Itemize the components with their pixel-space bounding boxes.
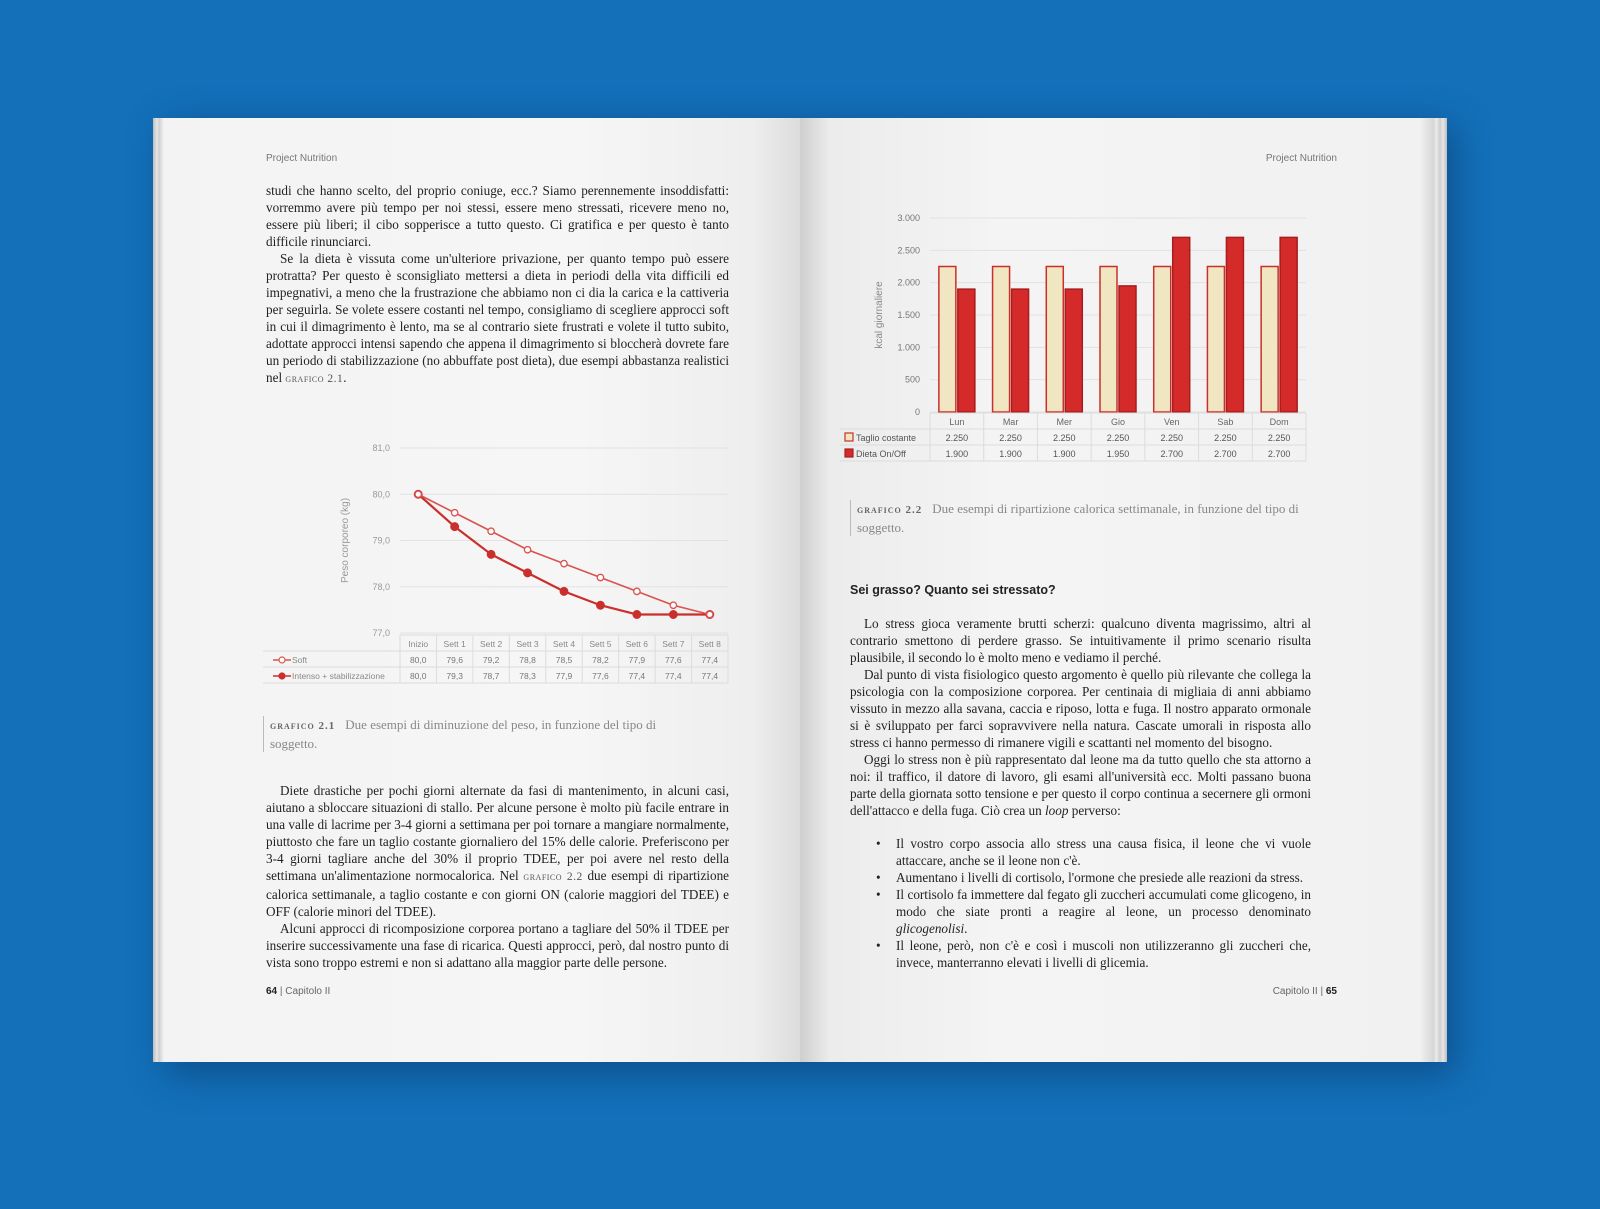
page-edge — [153, 118, 163, 1062]
data-label: 79,6 — [446, 655, 463, 665]
body-text-bottom — [266, 782, 729, 971]
calorie-bar-chart — [840, 206, 1310, 466]
y-tick-label: 3.000 — [897, 213, 920, 223]
weight-loss-line-chart — [263, 428, 733, 693]
data-label: 2.250 — [1267, 433, 1291, 443]
y-tick-label: 1.000 — [897, 342, 920, 353]
x-tick-label: Sab — [1217, 417, 1234, 427]
data-label: 2.250 — [1160, 433, 1183, 443]
footer-chapter: Capitolo II | — [1272, 986, 1324, 997]
x-tick-label: Lun — [949, 417, 965, 427]
data-label: 78,2 — [592, 655, 609, 665]
legend-marker — [279, 673, 285, 679]
paragraph: studi che hanno scelto, del proprio coniuge, ecc.? Siamo perennemente insoddisfatti: vorremmo avere più tempo per noi stessi, essere meno stressati, ricevere meno no, essere più liberi; il cibo sopperisce a tutto questo. Ci gratifica e per questo è tanto difficile rinunciarci. — [266, 183, 729, 249]
footer-chapter: | Capitolo II — [279, 986, 331, 997]
bar — [1065, 289, 1082, 412]
paragraph: Lo stress gioca veramente brutti scherzi: qualcuno diventa magrissimo, altri al contrario smettono di perdere grasso. Se intuitivamente il primo scenario risulta plausibile, il secondo lo è molto meno e vediamo il perché. — [850, 616, 1311, 665]
list-item: • Aumentano i livelli di cortisolo, l'ormone che presiede alle reazioni da stress. — [850, 869, 1311, 886]
figure-reference: grafico 2.2 — [523, 871, 583, 883]
data-label: 2.250 — [1053, 433, 1076, 443]
caption-label: grafico 2.2 — [857, 504, 923, 516]
data-point — [524, 569, 532, 577]
figure-reference: grafico 2.1 — [285, 373, 344, 385]
y-tick-label: 1.500 — [897, 310, 920, 320]
x-tick-label: Gio — [1110, 417, 1126, 427]
list-item: • Il vostro corpo associa allo stress una causa fisica, il leone che vi vuole attaccare, anche se il leone non c'è. — [850, 835, 1311, 869]
y-tick-label: 2.000 — [897, 277, 920, 288]
legend-label: Soft — [292, 655, 308, 665]
data-label: 79,2 — [482, 655, 500, 665]
series-line — [418, 494, 710, 614]
x-tick-label: Sett 3 — [516, 639, 539, 649]
bar — [1100, 267, 1117, 413]
x-tick-label: Sett 5 — [589, 639, 612, 649]
data-point — [488, 528, 494, 534]
data-point — [560, 588, 568, 596]
running-head-right: Project Nutrition — [1265, 153, 1337, 164]
data-label: 77,9 — [555, 671, 573, 681]
y-tick-label: 79,0 — [372, 535, 390, 546]
data-label: 77,4 — [701, 655, 719, 665]
y-tick-label: 77,0 — [372, 628, 390, 638]
x-tick-label: Sett 1 — [443, 639, 466, 649]
data-label: 2.250 — [1106, 433, 1130, 443]
bar — [1012, 289, 1029, 412]
data-point — [670, 602, 676, 608]
bar — [1261, 267, 1278, 413]
y-tick-label: 500 — [904, 374, 920, 385]
data-point — [633, 611, 641, 619]
data-label: 79,3 — [446, 671, 463, 681]
bar — [1207, 267, 1224, 413]
data-label: 2.700 — [1160, 449, 1183, 459]
x-tick-label: Sett 7 — [662, 639, 685, 649]
left-page — [153, 118, 800, 1062]
x-tick-label: Mar — [1002, 417, 1019, 427]
caption-text: Due esempi di ripartizione calorica settimanale, in funzione del tipo di soggetto. — [857, 501, 1299, 535]
y-tick-label: 78,0 — [372, 581, 390, 592]
legend-marker — [845, 433, 853, 441]
data-label: 77,4 — [665, 671, 682, 681]
bar — [1226, 237, 1243, 412]
data-point — [634, 588, 640, 594]
legend-label: Intenso + stabilizzazione — [292, 671, 385, 681]
y-tick-label: 0 — [914, 407, 920, 417]
x-tick-label: Sett 4 — [552, 639, 576, 649]
data-point — [415, 491, 421, 497]
data-label: 1.900 — [1053, 449, 1076, 459]
footer-left — [266, 986, 330, 997]
section-heading: Sei grasso? Quanto sei stressato? — [850, 583, 1056, 597]
data-point — [561, 560, 567, 566]
figure-caption-2-2 — [850, 500, 1305, 536]
data-point — [597, 601, 605, 609]
data-point — [524, 547, 530, 553]
bar — [958, 289, 975, 412]
data-point — [451, 523, 459, 531]
data-label: 77,4 — [628, 671, 646, 681]
body-text-top — [266, 182, 729, 388]
figure-caption-2-1 — [263, 716, 683, 752]
x-tick-label: Ven — [1163, 417, 1180, 427]
bar — [1280, 237, 1297, 412]
bar — [993, 267, 1010, 413]
caption-text: Due esempi di diminuzione del peso, in funzione del tipo di soggetto. — [270, 717, 657, 751]
data-label: 2.250 — [999, 433, 1022, 443]
y-tick-label: 2.500 — [897, 245, 920, 256]
data-label: 77,4 — [701, 671, 719, 681]
body-text-right — [850, 615, 1311, 971]
data-point — [597, 574, 603, 580]
bar — [1119, 286, 1136, 412]
open-book — [153, 118, 1447, 1062]
paragraph: Dal punto di vista fisiologico questo argomento è quello più rilevante che collega la psicologia con la composizione corporea. Per centinaia di migliaia di anni abbiamo vissuto in mezzo alla savana, caccia e riposo, lotta e fuga. Il nostro apparato ormonale si è sviluppato per farci sopravvivere nella natura. Cascate umorali in risposta allo stress ci hanno permesso di rimanere vigili e scattanti nel momento del bisogno. — [850, 667, 1311, 750]
data-label: 1.900 — [945, 449, 969, 459]
x-tick-label: Inizio — [408, 639, 429, 649]
data-label: 78,8 — [519, 655, 536, 665]
paragraph: Se la dieta è vissuta come un'ulteriore privazione, per quanto tempo può essere protratta? Per questo è sconsigliato mettersi a dieta in periodi della vita difficili ed impegnativi, a meno che la frustrazione che abbiamo non ci dia la carica e la cattiveria per seguirla. Se volete essere costanti nel tempo, consigliamo di scegliere approcci soft in cui il dimagrimento è lento, ma se al contrario siete frustrati e volete il tutto subito, adottate approcci intensi sapendo che appena il dimagrimento si bloccherà dovrete fare un periodo di stabilizzazione (no abbuffate post dieta), due esempi abbastanza realistici nel grafico 2.1. — [266, 251, 729, 385]
data-label: 2.700 — [1214, 449, 1237, 459]
legend-label: Dieta On/Off — [856, 449, 906, 459]
data-point — [487, 551, 495, 559]
footer-right — [1273, 986, 1337, 997]
x-tick-label: Sett 2 — [480, 639, 503, 649]
data-point — [670, 611, 678, 619]
data-label: 77,6 — [665, 655, 682, 665]
x-tick-label: Sett 8 — [698, 639, 721, 649]
y-tick-label: 80,0 — [372, 489, 390, 500]
list-item: • Il cortisolo fa immettere dal fegato gli zuccheri accumulati come glicogeno, in modo che siate pronti a reagire al leone, un processo denominato glicogenolisi. — [850, 886, 1311, 937]
data-point — [451, 510, 457, 516]
page-number: 64 — [266, 986, 278, 997]
bar — [1173, 237, 1190, 412]
data-label: 80,0 — [409, 671, 427, 681]
data-point — [707, 611, 713, 617]
paragraph: Alcuni approcci di ricomposizione corporea portano a tagliare del 50% il TDEE per inserire successivamente una fase di ricarica. Questi approcci, però, dal nostro punto di vista sono troppo estremi e non si adattano alla maggior parte delle persone. — [266, 921, 729, 970]
x-tick-label: Mer — [1056, 417, 1073, 427]
list-item: • Il leone, però, non c'è e così i muscoli non utilizzeranno gli zuccheri che, invece, manterranno elevati i livelli di glicemia. — [850, 937, 1311, 971]
data-label: 80,0 — [409, 655, 427, 665]
legend-marker — [845, 449, 853, 457]
data-label: 1.950 — [1106, 449, 1130, 459]
y-axis-label: kcal giornaliere — [874, 281, 885, 349]
data-label: 77,9 — [628, 655, 646, 665]
x-tick-label: Sett 6 — [625, 639, 648, 649]
paragraph: Oggi lo stress non è più rappresentato dal leone ma da tutto quello che sta attorno a noi: il traffico, il datore di lavoro, gli esami all'università ecc. Molti passano buona parte della giornata sotto tensione e per questo il corpo continua a secernere gli ormoni dell'attacco e della fuga. Ciò crea un loop perverso: — [850, 752, 1311, 818]
page-number: 65 — [1325, 986, 1337, 997]
data-label: 77,6 — [592, 671, 609, 681]
data-label: 78,7 — [482, 671, 500, 681]
x-tick-label: Dom — [1269, 417, 1289, 427]
data-label: 2.250 — [1214, 433, 1237, 443]
paragraph: Diete drastiche per pochi giorni alternate da fasi di mantenimento, in alcuni casi, aiutano a sbloccare situazioni di stallo. Per alcune persone è molto più facile entrare in una valle di lacrime per 3-4 giorni a settimana per poi tornare a mangiare normalmente, piuttosto che fare un taglio costante giornaliero del 15% delle calorie. Preferiscono per 3-4 giorni tagliare anche del 30% il proprio TDEE, per poi avere nel resto della settimana un'alimentazione normocalorica. Nel grafico 2.2 due esempi di ripartizione calorica settimanale, a taglio costante e con giorni ON (calorie maggiori del TDEE) e OFF (calorie minori del TDEE). — [266, 783, 730, 919]
caption-label: grafico 2.1 — [270, 720, 336, 732]
bar — [1154, 267, 1171, 413]
legend-marker — [279, 657, 285, 663]
bar — [939, 267, 956, 413]
running-head-left: Project Nutrition — [266, 153, 338, 164]
y-tick-label: 81,0 — [372, 443, 390, 453]
right-page — [800, 118, 1447, 1062]
data-label: 1.900 — [999, 449, 1022, 459]
bar — [1046, 267, 1063, 413]
data-label: 78,5 — [555, 655, 573, 665]
y-axis-label: Peso corporeo (kg) — [340, 497, 351, 584]
series-line — [418, 494, 710, 614]
data-label: 2.250 — [945, 433, 969, 443]
legend-label: Taglio costante — [856, 433, 917, 443]
data-label: 2.700 — [1267, 449, 1291, 459]
data-label: 78,3 — [519, 671, 536, 681]
bullet-list — [850, 835, 1311, 971]
